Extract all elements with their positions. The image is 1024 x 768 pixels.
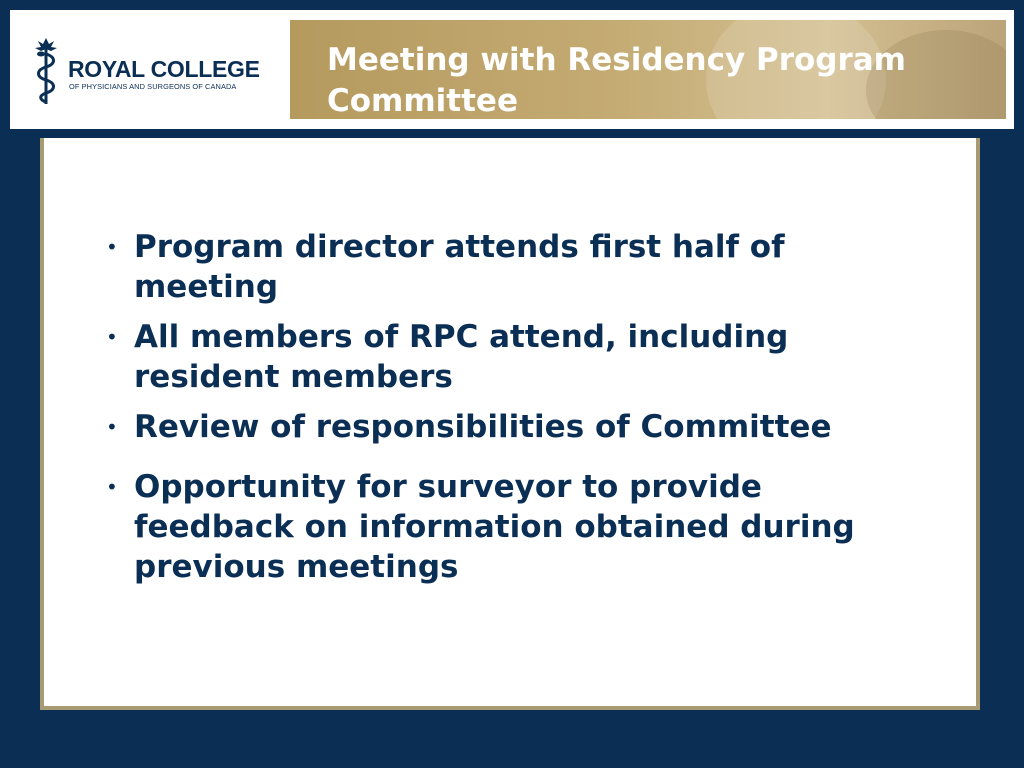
bullet-marker: •	[106, 475, 118, 499]
bullet-list	[104, 227, 924, 587]
logo-subtitle: OF PHYSICIANS AND SURGEONS OF CANADA	[69, 82, 237, 91]
bullet-item	[104, 407, 924, 447]
content-panel	[40, 138, 980, 710]
slide-header	[10, 10, 1014, 129]
rod-of-asclepius-icon	[32, 36, 60, 106]
bullet-marker: •	[106, 415, 118, 439]
bullet-text: Review of responsibilities of Committee	[134, 409, 832, 445]
royal-college-logo	[10, 10, 290, 129]
bullet-item	[104, 227, 924, 307]
title-band	[290, 20, 1006, 119]
logo-wordmark: ROYAL COLLEGE	[68, 56, 260, 82]
bullet-text: Opportunity for surveyor to provide feedback on information obtained during previous meetings	[134, 469, 855, 585]
bullet-text: All members of RPC attend, including resident members	[134, 319, 789, 395]
bullet-marker: •	[106, 325, 118, 349]
bullet-text: Program director attends first half of meeting	[134, 229, 785, 305]
bullet-item	[104, 467, 924, 587]
slide-title: Meeting with Residency Program Committee	[327, 42, 906, 119]
bullet-marker: •	[106, 235, 118, 259]
bullet-item	[104, 317, 924, 397]
